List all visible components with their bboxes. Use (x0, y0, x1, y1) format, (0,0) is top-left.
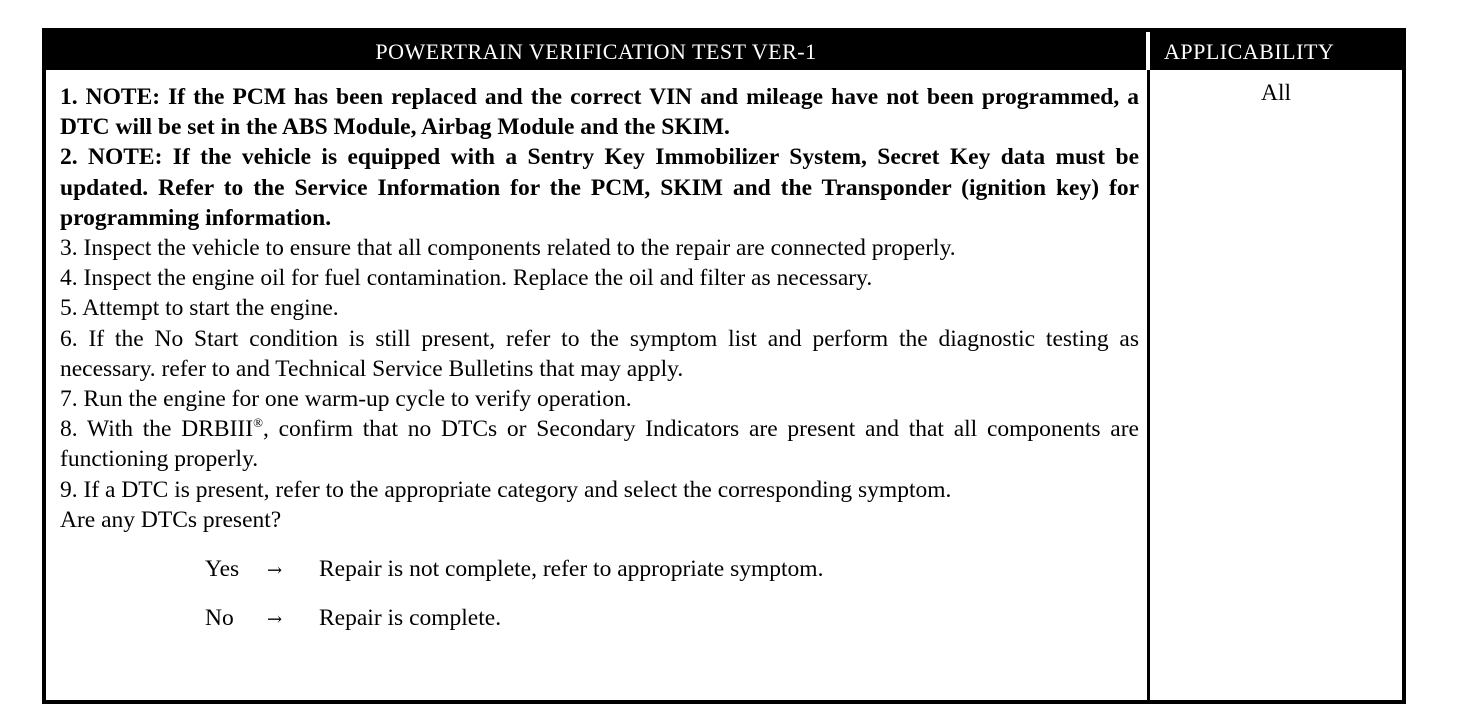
step-9: 9. If a DTC is present, refer to the appropriate category and select the corresponding symptom. (60, 476, 952, 503)
test-title-header: POWERTRAIN VERIFICATION TEST VER-1 (46, 32, 1150, 70)
step-4: 4. Inspect the engine oil for fuel contamination. Replace the oil and filter as necessary. (60, 265, 873, 292)
step-8-text-after: , confirm that no DTCs or Secondary Indicators are present and that all components are functioning properly. (60, 416, 1139, 473)
step-8 (60, 414, 1139, 474)
answer-result: Repair is not complete, refer to appropriate symptom. (319, 556, 824, 583)
answer-key: No (205, 605, 234, 632)
test-steps-cell (46, 70, 1150, 700)
answer-key: Yes (205, 556, 240, 583)
step-2-note: 2. NOTE: If the vehicle is equipped with a Sentry Key Immobilizer System, Secret Key data must be updated. Refer to the Service Information for the PCM, SKIM and the Transponder (ignition key) for programming information. (60, 144, 1139, 231)
step-5: 5. Attempt to start the engine. (60, 295, 339, 322)
registered-mark: ® (253, 415, 263, 431)
answer-result: Repair is complete. (319, 605, 502, 632)
question: Are any DTCs present? (60, 506, 282, 533)
answer-list (60, 554, 1139, 652)
arrow-right-icon: → (267, 560, 283, 582)
step-7: 7. Run the engine for one warm-up cycle to verify operation. (60, 386, 632, 413)
arrow-right-icon: → (267, 609, 283, 631)
answer-no (205, 603, 1139, 652)
applicability-cell: All (1260, 80, 1292, 106)
answer-yes (205, 554, 1139, 603)
step-3: 3. Inspect the vehicle to ensure that all components related to the repair are connected properly. (60, 235, 956, 262)
step-8-text-before: 8. With the DRBIII (60, 416, 254, 443)
step-1-note: 1. NOTE: If the PCM has been replaced and the correct VIN and mileage have not been programmed, a DTC will be set in the ABS Module, Airbag Module and the SKIM. (60, 84, 1139, 141)
applicability-header: APPLICABILITY (1150, 32, 1402, 70)
verification-test-table (42, 28, 1406, 704)
step-6: 6. If the No Start condition is still present, refer to the symptom list and perform the diagnostic testing as necessary. refer to and Technical Service Bulletins that may apply. (60, 325, 1139, 382)
